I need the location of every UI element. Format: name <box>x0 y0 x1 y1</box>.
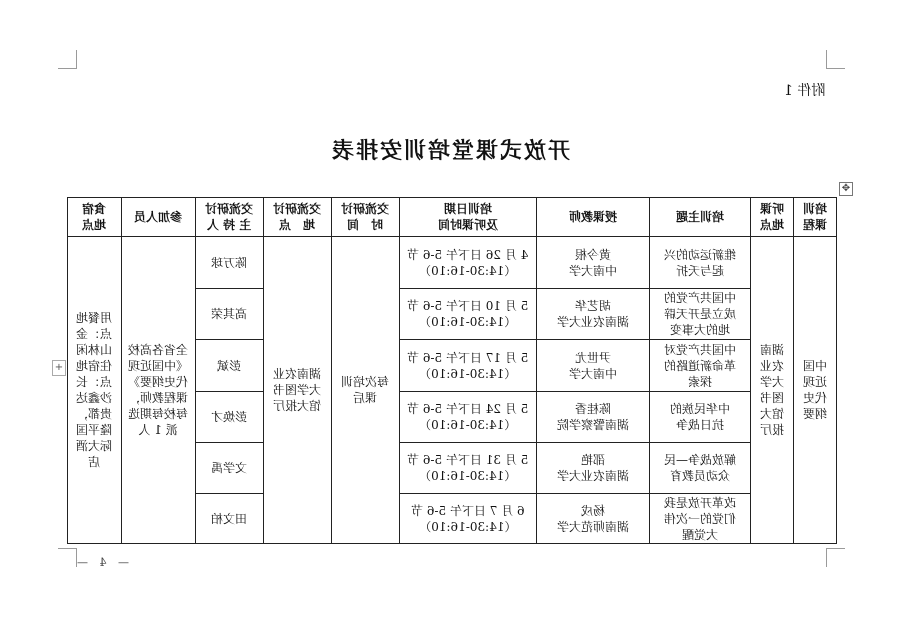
row-5-topic: 解放战争—民 众动员教育 <box>663 453 736 483</box>
row-4-topic: 中华民族的 抗日战争 <box>669 402 730 432</box>
row-3-teacher: 尹世尤 中南大学 <box>568 350 617 381</box>
header-participants: 参加人员 <box>134 210 183 224</box>
header-exchange-time: 交流研讨 时 间 <box>341 202 390 232</box>
row-1-host: 陈万球 <box>211 255 248 270</box>
row-2-host: 高其荣 <box>211 307 248 321</box>
row-1-teacher: 黄今根 中南大学 <box>568 247 617 278</box>
row-6-host: 田文柏 <box>211 511 248 526</box>
row-1-topic: 维新运动的兴 起与夭折 <box>663 247 736 278</box>
header-lodging: 食宿 地点 <box>82 202 107 232</box>
header-teacher: 授课教师 <box>568 210 617 224</box>
lecture-venue-cell: 湖南 农业 大学 图书 馆大 报厅 <box>759 343 784 437</box>
header-exchange-venue: 交流研讨 地 点 <box>273 202 322 232</box>
header-topic: 培训主题 <box>675 210 724 224</box>
row-3-host: 彭斌 <box>217 358 242 373</box>
header-date: 培训日期 及听课时间 <box>437 202 498 232</box>
course-name-cell: 中国 近现 代史 纲要 <box>802 359 827 421</box>
page-number: — 4 — <box>73 556 129 569</box>
header-lecture-venue: 听课 地点 <box>759 202 784 232</box>
row-5-teacher: 邵艳 湖南农业大学 <box>556 453 629 483</box>
exchange-venue-cell: 湖南农业 大学图书 馆大报厅 <box>273 367 322 413</box>
row-2-teacher: 胡艺华 湖南农业大学 <box>556 299 629 329</box>
participants-cell: 全省各高校 《中国近现 代史纲要》 课程教师， 每校每期选 派 1 人 <box>128 343 189 437</box>
row-4-host: 彭焕才 <box>211 410 248 424</box>
insert-row-button[interactable]: + <box>52 360 66 376</box>
row-6-teacher: 杨戍 湖南师范大学 <box>556 503 629 534</box>
row-5-host: 文学禹 <box>211 461 248 475</box>
header-host: 交流研讨 主 持 人 <box>205 202 254 232</box>
row-5-date: 5 月 31 日下午 5-6 节 （14:30-16:10） <box>407 453 529 483</box>
lodging-cell: 用餐地 点：金 山林闲 住宿地 点：长 沙鑫达 贵都， 隆平国 际大酒 店 <box>76 311 113 469</box>
row-6-topic: 改革开放是我 们党的一次伟 大觉醒 <box>663 495 736 542</box>
attachment-label: 附件 1 <box>784 83 826 99</box>
row-3-topic: 中国共产党对 革命新道路的 探索 <box>663 342 736 389</box>
row-6-date: 6 月 7 日下午 5-6 节 （14:30-16:10） <box>411 503 525 534</box>
page-title: 开放式课堂培训安排表 <box>330 139 571 164</box>
header-course: 培训 课程 <box>802 202 827 232</box>
table-move-handle[interactable]: ✥ <box>839 182 853 196</box>
row-2-topic: 中国共产党的 成立是开天辟 地的大事变 <box>663 291 736 337</box>
exchange-time-cell: 每次培训 课后 <box>341 375 390 405</box>
row-1-date: 4 月 26 日下午 5-6 节 （14:30-16:10） <box>407 247 529 278</box>
row-2-date: 5 月 10 日下午 5-6 节 （14:30-16:10） <box>407 299 529 329</box>
row-4-teacher: 陈桂香 湖南警察学院 <box>556 402 629 432</box>
row-3-date: 5 月 17 日下午 5-6 节 （14:30-16:10） <box>407 350 529 381</box>
row-4-date: 5 月 24 日下午 5-6 节 （14:30-16:10） <box>407 402 529 432</box>
